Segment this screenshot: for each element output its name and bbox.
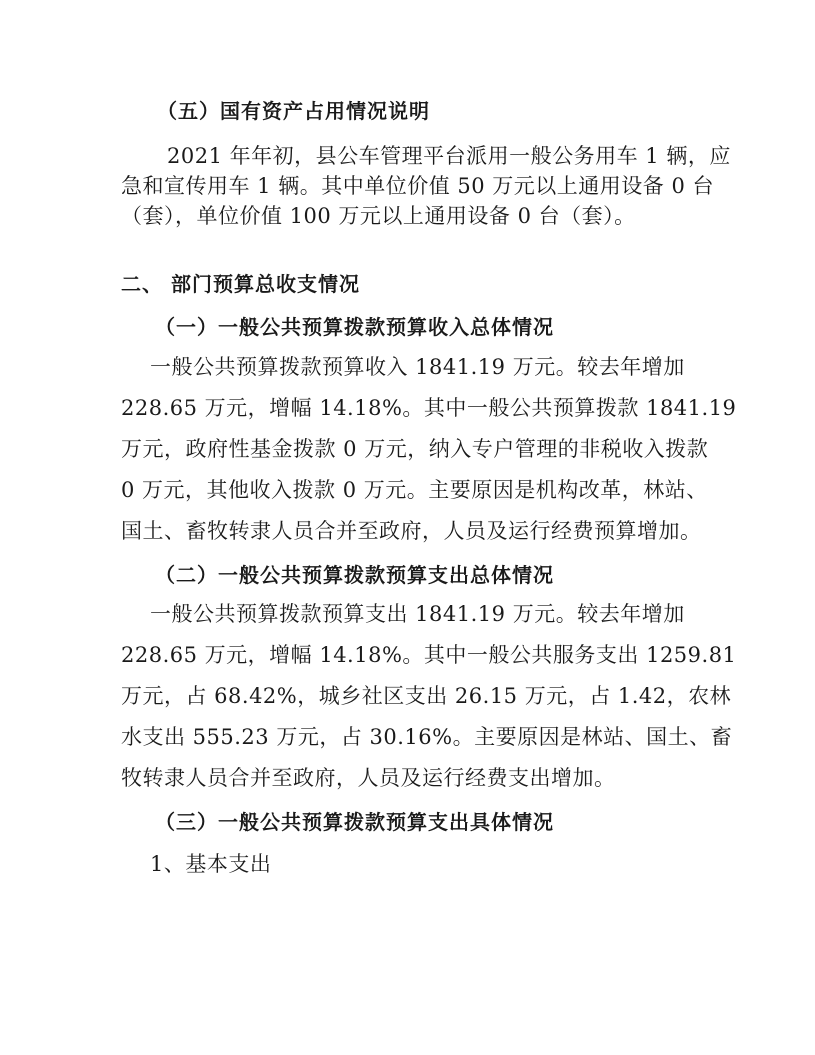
section-heading-assets: （五）国有资产占用情况说明 xyxy=(157,99,430,123)
list-item-basic-expenditure: 1、基本支出 xyxy=(150,852,272,876)
paragraph-line: 急和宣传用车 1 辆。其中单位价值 50 万元以上通用设备 0 台 xyxy=(121,174,714,198)
subsection-heading-expenditure: （二）一般公共预算拨款预算支出总体情况 xyxy=(155,563,554,587)
paragraph-line: 一般公共预算拨款预算收入 1841.19 万元。较去年增加 xyxy=(150,355,685,379)
paragraph-line: 2021 年年初，县公车管理平台派用一般公务用车 1 辆，应 xyxy=(167,144,731,168)
paragraph-line: （套），单位价值 100 万元以上通用设备 0 台（套）。 xyxy=(121,204,636,228)
paragraph-line: 万元，占 68.42%，城乡社区支出 26.15 万元，占 1.42，农林 xyxy=(121,684,732,708)
subsection-heading-income: （一）一般公共预算拨款预算收入总体情况 xyxy=(155,315,554,339)
paragraph-line: 228.65 万元，增幅 14.18%。其中一般公共服务支出 1259.81 xyxy=(121,643,737,667)
paragraph-line: 一般公共预算拨款预算支出 1841.19 万元。较去年增加 xyxy=(150,602,685,626)
paragraph-line: 水支出 555.23 万元，占 30.16%。主要原因是林站、国土、畜 xyxy=(121,725,733,749)
paragraph-line: 万元，政府性基金拨款 0 万元，纳入专户管理的非税收入拨款 xyxy=(121,437,709,461)
paragraph-line: 0 万元，其他收入拨款 0 万元。主要原因是机构改革，林站、 xyxy=(121,478,708,502)
part-heading-budget: 二、 部门预算总收支情况 xyxy=(121,272,360,296)
paragraph-line: 牧转隶人员合并至政府，人员及运行经费支出增加。 xyxy=(121,766,616,790)
paragraph-line: 国土、畜牧转隶人员合并至政府，人员及运行经费预算增加。 xyxy=(121,519,702,543)
paragraph-line: 228.65 万元，增幅 14.18%。其中一般公共预算拨款 1841.19 xyxy=(121,396,737,420)
subsection-heading-details: （三）一般公共预算拨款预算支出具体情况 xyxy=(155,810,554,834)
